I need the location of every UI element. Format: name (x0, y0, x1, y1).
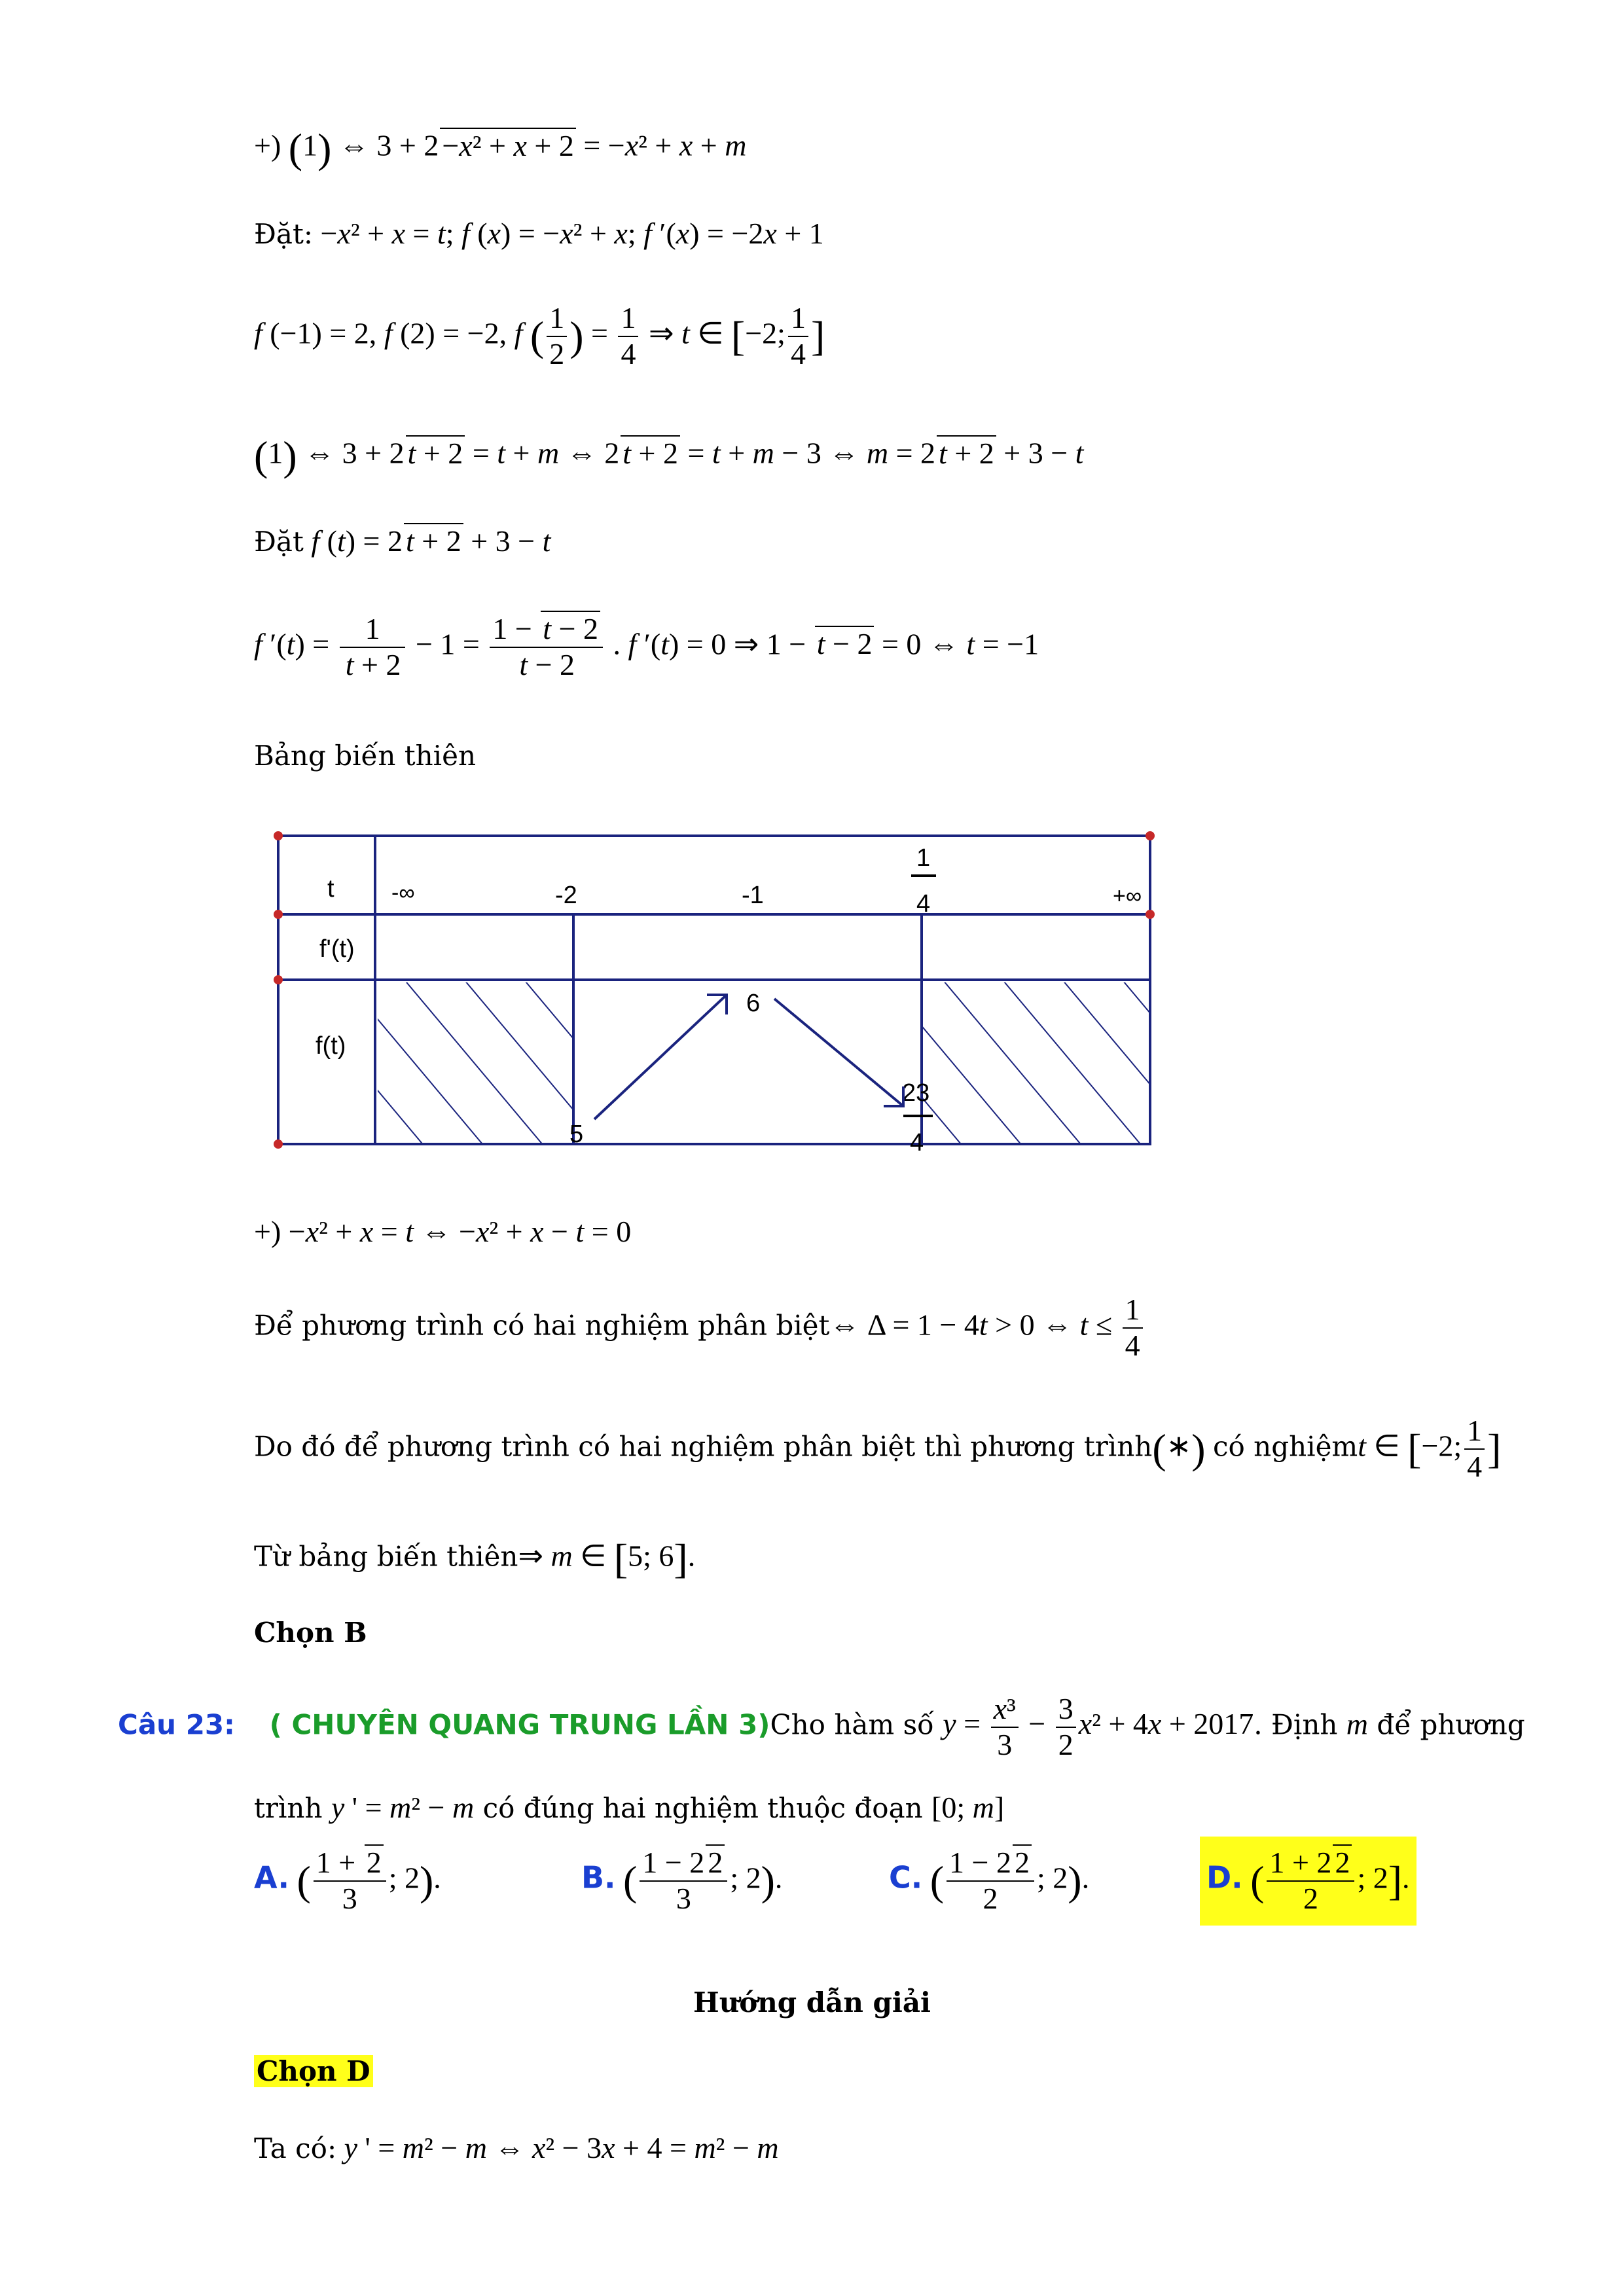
question-text-2: . Định (1254, 1708, 1338, 1741)
t-value-pos-inf: +∞ (1113, 884, 1142, 908)
option-a-label: A. (254, 1859, 289, 1895)
option-d-label: D. (1206, 1859, 1243, 1895)
dat-label-2: Đặt (254, 526, 304, 558)
dat-label: Đặt: (254, 218, 313, 250)
equation-line-6: f ′(t) = $\frac{1}{t + 2}$ − 1 = $\frac{1 - t - 2}{t - 2}$ . f ′(t) = 0 ⇒ 1 − t − 2 = 0 ⇔ t = −1 (254, 612, 1039, 681)
equation-line-11: Từ bảng biến thiên⇒ m ∈ [5; 6]. (254, 1535, 696, 1582)
option-b: B. ( $\frac{1 - 2 2}{3}$ ; 2). (581, 1846, 783, 1915)
option-b-label: B. (581, 1859, 616, 1895)
corner-dot-5 (274, 975, 283, 984)
option-c-label: C. (889, 1859, 923, 1895)
t-value-minus1: -1 (742, 882, 764, 909)
prefix: +) (254, 128, 281, 162)
table-title: Bảng biến thiên (254, 740, 477, 772)
equation-line-10: Do đó để phương trình có hai nghiệm phân biệt thì phương trình(∗) có nghiệmt ∈ [−2; $\frac{1}{4}$ ] (254, 1414, 1502, 1483)
corner-dot-1 (274, 831, 283, 840)
t-value-quarter-den: 4 (916, 890, 931, 918)
question-text-4: trình (254, 1792, 323, 1824)
question-text-1: Cho hàm số (770, 1708, 934, 1741)
f-value-5: 5 (569, 1121, 584, 1148)
equation-line-5: Đặt f (t) = 2 t + 2 + 3 − t (254, 524, 551, 558)
decrease-arrow (774, 999, 903, 1106)
ta-co-label: Ta có: (254, 2132, 337, 2164)
question-text-3: để phương (1377, 1708, 1525, 1741)
question-text-5: có đúng hai nghiệm thuộc đoạn (482, 1792, 923, 1824)
equation-line-8: +) −x² + x = t ⇔ −x² + x − t = 0 (254, 1215, 632, 1248)
result-text: Từ bảng biến thiên (254, 1540, 518, 1573)
row-label-f: f(t) (316, 1032, 346, 1060)
corner-dot-6 (274, 1139, 283, 1149)
conclusion-text-2: có nghiệm (1213, 1430, 1358, 1463)
choose-d: Chọn D (254, 2055, 373, 2087)
corner-dot-2 (1146, 831, 1155, 840)
option-c: C. ( $\frac{1 - 2 2}{2}$ ; 2). (889, 1846, 1090, 1915)
solution-heading: Hướng dẫn giải (693, 1986, 931, 2018)
choose-b: Chọn B (254, 1617, 367, 1649)
equation-line-3: f (−1) = 2, f (2) = −2, f ( $\frac{1}{2}$ ) = $\frac{1}{4}$ ⇒ t ∈ [−2; $\frac{1}{4}$ ] (254, 301, 825, 370)
equation-line-9: Để phương trình có hai nghiệm phân biệt⇔ Δ = 1 − 4t > 0 ⇔ t ≤ $\frac{1}{4}$ (254, 1293, 1146, 1363)
question-number: Câu 23: (118, 1708, 235, 1741)
t-value-quarter-num: 1 (916, 844, 931, 872)
hatch-right (923, 982, 1149, 1143)
question-23-line-2: trình y ' = m² − m có đúng hai nghiệm thuộc đoạn [0; m] (254, 1791, 1005, 1824)
hatch-left (378, 982, 572, 1143)
row-label-fprime: f'(t) (319, 935, 355, 963)
question-23: Câu 23: ( CHUYÊN QUANG TRUNG LẦN 3)Cho hàm số y = $\frac{\text{x³}}{3}$ − $\frac{3}{2}$ x² + 4x + 2017. Định m để phương (118, 1692, 1525, 1761)
option-d: D. ( $\frac{1 + 2 2}{2}$ ; 2]. (1200, 1837, 1416, 1926)
option-a: A. ( $\frac{1 + 2}{3}$ ; 2). (254, 1846, 441, 1915)
f-value-23: 23 (902, 1079, 930, 1107)
question-source: ( CHUYÊN QUANG TRUNG LẦN 3) (269, 1708, 770, 1741)
equation-line-2: Đặt: −x² + x = t; f (x) = −x² + x; f ′(x) = −2x + 1 (254, 217, 824, 250)
row-label-t: t (327, 875, 334, 903)
increase-arrow (594, 995, 727, 1119)
equation-line-last: Ta có: y ' = m² − m ⇔ x² − 3x + 4 = m² − m (254, 2131, 779, 2164)
corner-dot-4 (1146, 910, 1155, 919)
f-value-4: 4 (910, 1129, 924, 1157)
f-value-6: 6 (746, 990, 761, 1017)
equation-line-1: +) (1) ⇔ 3 + 2 −x² + x + 2 = −x² + x + m (254, 125, 747, 171)
t-value-minus2: -2 (555, 882, 577, 909)
conclusion-text: Do đó để phương trình có hai nghiệm phân biệt thì phương trình (254, 1430, 1153, 1463)
equation-line-4: (1) ⇔ 3 + 2 t + 2 = t + m ⇔ 2 t + 2 = t + m − 3 ⇔ m = 2 t + 2 + 3 − t (254, 433, 1084, 479)
options-row (254, 1833, 1432, 1944)
condition-text: Để phương trình có hai nghiệm phân biệt (254, 1309, 830, 1342)
corner-dot-3 (274, 910, 283, 919)
t-value-neg-inf: -∞ (391, 880, 415, 905)
